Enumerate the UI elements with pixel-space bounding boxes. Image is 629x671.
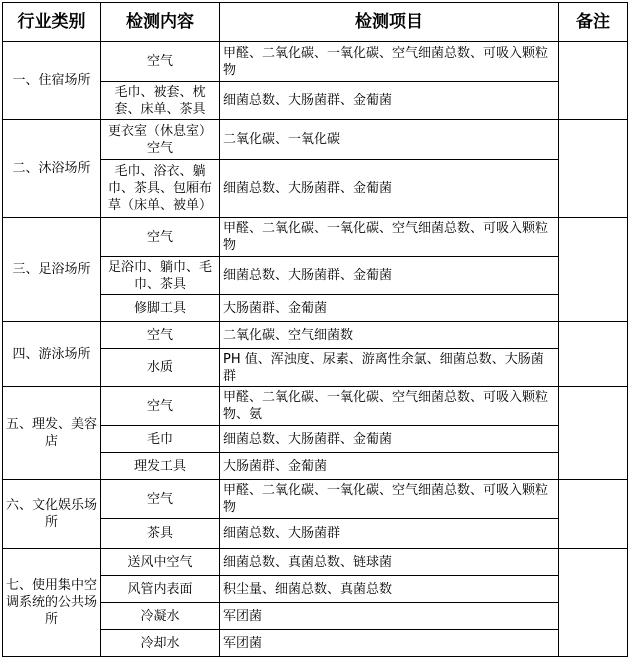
category-cell: 七、使用集中空调系统的公共场所 — [3, 549, 101, 657]
inspection-table — [2, 2, 628, 657]
items-cell: 军团菌 — [220, 630, 559, 657]
table-body — [3, 42, 628, 657]
items-cell: 大肠菌群、金葡菌 — [220, 295, 559, 322]
items-cell: 细菌总数、大肠菌群、金葡菌 — [220, 426, 559, 453]
category-cell: 一、住宿场所 — [3, 42, 101, 120]
note-cell — [559, 218, 628, 322]
content-cell: 送风中空气 — [101, 549, 220, 576]
note-cell — [559, 322, 628, 387]
content-cell: 水质 — [101, 349, 220, 387]
category-cell: 五、理发、美容店 — [3, 387, 101, 480]
table-row — [3, 218, 628, 257]
note-cell — [559, 387, 628, 480]
content-cell: 空气 — [101, 218, 220, 257]
header-row — [3, 3, 628, 42]
header-content: 检测内容 — [101, 3, 220, 42]
category-cell: 六、文化娱乐场所 — [3, 480, 101, 549]
content-cell: 空气 — [101, 42, 220, 82]
content-cell: 茶具 — [101, 519, 220, 549]
items-cell: 甲醛、二氧化碳、一氧化碳、空气细菌总数、可吸入颗粒物 — [220, 480, 559, 519]
content-cell: 毛巾、浴衣、躺巾、茶具、包厢布草（床单、被单） — [101, 160, 220, 218]
content-cell: 毛巾、被套、枕套、床单、茶具 — [101, 82, 220, 120]
content-cell: 足浴巾、躺巾、毛巾、茶具 — [101, 257, 220, 295]
header-note: 备注 — [559, 3, 628, 42]
items-cell: 细菌总数、真菌总数、链球菌 — [220, 549, 559, 576]
category-cell: 四、游泳场所 — [3, 322, 101, 387]
content-cell: 修脚工具 — [101, 295, 220, 322]
note-cell — [559, 120, 628, 218]
items-cell: 细菌总数、大肠菌群、金葡菌 — [220, 82, 559, 120]
table-row — [3, 480, 628, 519]
content-cell: 风管内表面 — [101, 576, 220, 603]
category-cell: 二、沐浴场所 — [3, 120, 101, 218]
header-industry: 行业类别 — [3, 3, 101, 42]
items-cell: 细菌总数、大肠菌群、金葡菌 — [220, 257, 559, 295]
items-cell: 大肠菌群、金葡菌 — [220, 453, 559, 480]
content-cell: 空气 — [101, 322, 220, 349]
items-cell: 积尘量、细菌总数、真菌总数 — [220, 576, 559, 603]
content-cell: 冷却水 — [101, 630, 220, 657]
table-row — [3, 322, 628, 349]
items-cell: PH 值、浑浊度、尿素、游离性余氯、细菌总数、大肠菌群 — [220, 349, 559, 387]
note-cell — [559, 480, 628, 549]
items-cell: 细菌总数、大肠菌群、金葡菌 — [220, 160, 559, 218]
content-cell: 空气 — [101, 480, 220, 519]
content-cell: 冷凝水 — [101, 603, 220, 630]
items-cell: 甲醛、二氧化碳、一氧化碳、空气细菌总数、可吸入颗粒物、氨 — [220, 387, 559, 426]
content-cell: 更衣室（休息室）空气 — [101, 120, 220, 160]
table-row — [3, 549, 628, 576]
items-cell: 二氧化碳、一氧化碳 — [220, 120, 559, 160]
items-cell: 甲醛、二氧化碳、一氧化碳、空气细菌总数、可吸入颗粒物 — [220, 42, 559, 82]
table-row — [3, 387, 628, 426]
items-cell: 二氧化碳、空气细菌数 — [220, 322, 559, 349]
table-row — [3, 120, 628, 160]
table-row — [3, 42, 628, 82]
category-cell: 三、足浴场所 — [3, 218, 101, 322]
note-cell — [559, 549, 628, 657]
items-cell: 军团菌 — [220, 603, 559, 630]
content-cell: 理发工具 — [101, 453, 220, 480]
items-cell: 甲醛、二氧化碳、一氧化碳、空气细菌总数、可吸入颗粒物 — [220, 218, 559, 257]
table-header — [3, 3, 628, 42]
content-cell: 空气 — [101, 387, 220, 426]
content-cell: 毛巾 — [101, 426, 220, 453]
header-items: 检测项目 — [220, 3, 559, 42]
note-cell — [559, 42, 628, 120]
items-cell: 细菌总数、大肠菌群 — [220, 519, 559, 549]
